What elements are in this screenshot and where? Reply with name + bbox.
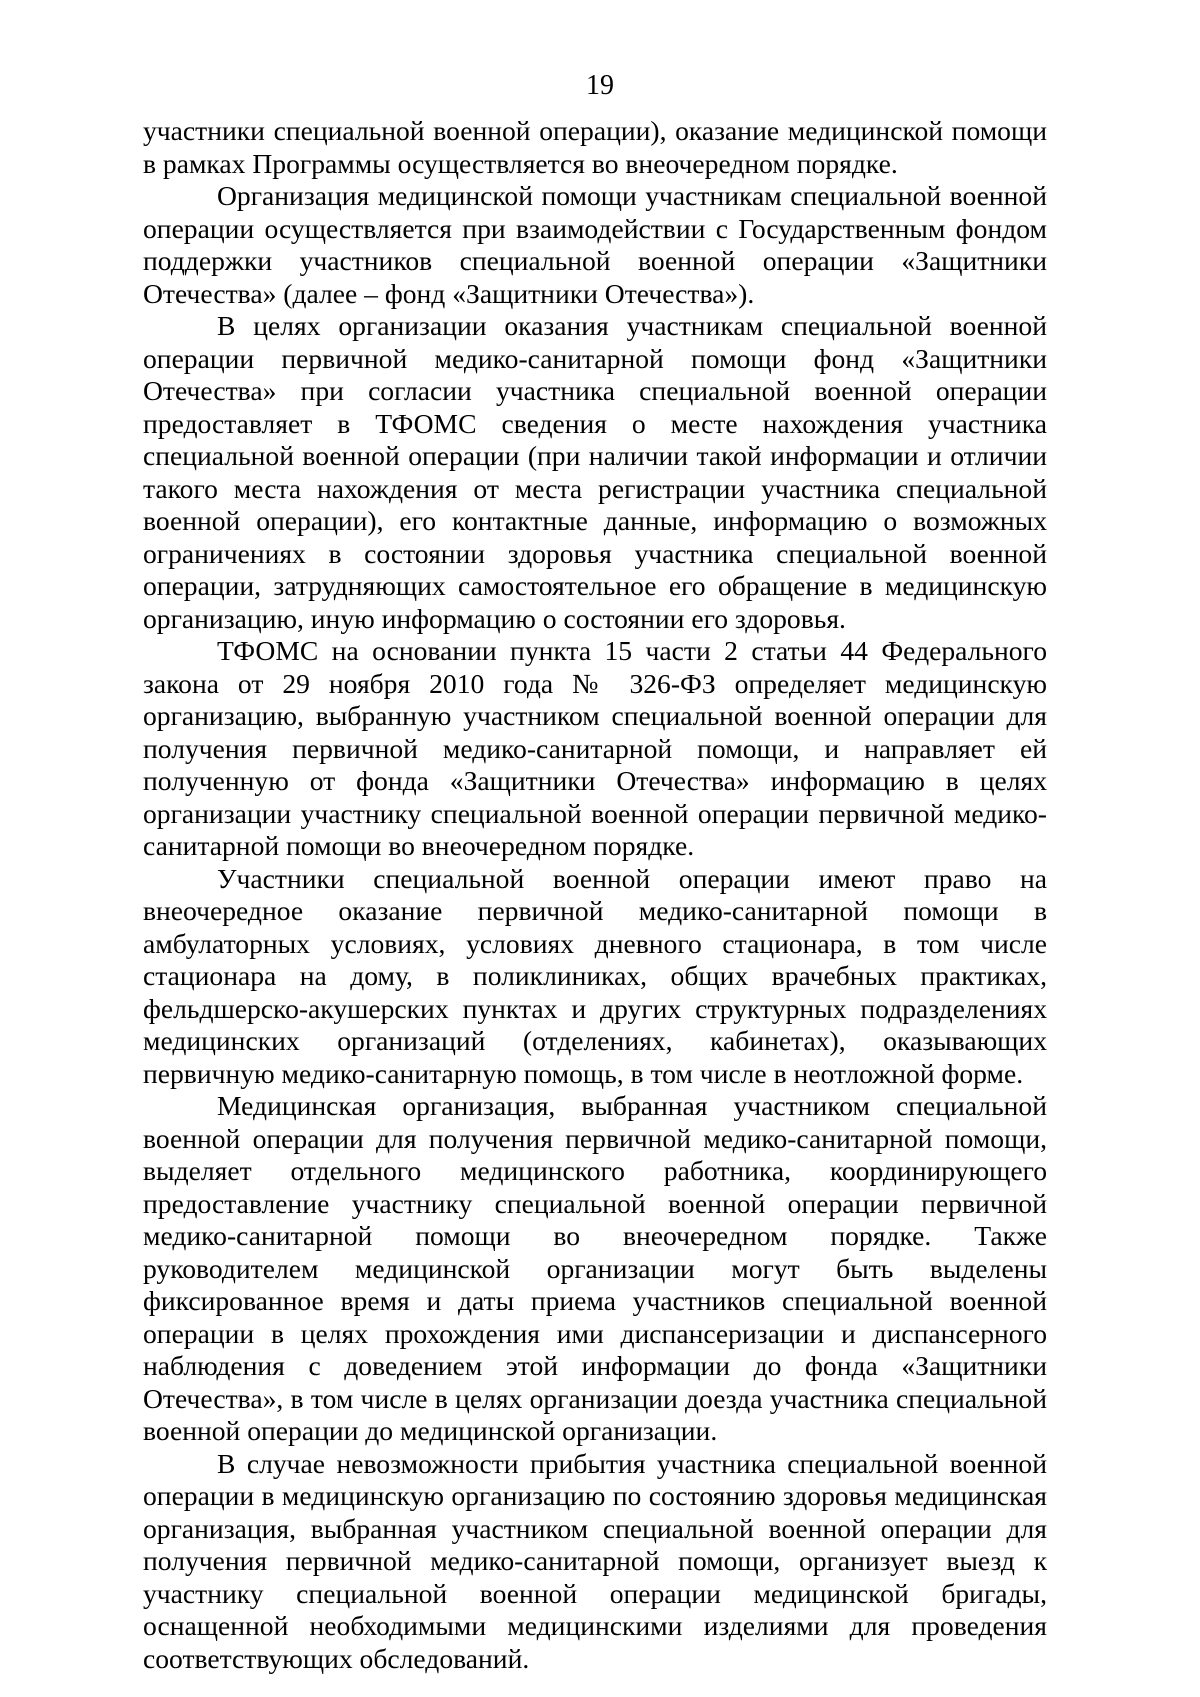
page-number: 19: [586, 70, 614, 101]
paragraph-organization: Организация медицинской помощи участникам специальной военной операции осуществляется при взаимодействии с Государственным фондом поддержки участников специальной военной операции «Защитники Отечества» (далее – фонд «Защитники Отечества»).: [143, 180, 1047, 309]
paragraph-tfoms-info: В целях организации оказания участникам специальной военной операции первичной медико-санитарной помощи фонд «Защитники Отечества» при согласии участника специальной военной операции предоставляет в ТФОМС сведения о месте нахождения участника специальной военной операции (при наличии такой информации и отличии такого места нахождения от места регистрации участника специальной военной операции), его контактные данные, информацию о возможных ограничениях в состоянии здоровья участника специальной военной операции, затрудняющих самостоятельное его обращение в медицинскую организацию, иную информацию о состоянии его здоровья.: [143, 310, 1047, 634]
paragraph-medical-organization: Медицинская организация, выбранная участником специальной военной операции для получения первичной медико-санитарной помощи, выделяет отдельного медицинского работника, координирующего предоставление участнику специальной военной операции первичной медико-санитарной помощи во внеочередном порядке. Также руководителем медицинской организации могут быть выделены фиксированное время и даты приема участников специальной военной операции в целях прохождения ими диспансеризации и диспансерного наблюдения с доведением этой информации до фонда «Защитники Отечества», в том числе в целях организации доезда участника специальной военной операции до медицинской организации.: [143, 1090, 1047, 1446]
paragraph-continuation: участники специальной военной операции), оказание медицинской помощи в рамках Программы осуществляется во внеочередном порядке.: [143, 115, 1047, 179]
paragraph-participants-rights: Участники специальной военной операции имеют право на внеочередное оказание первичной медико-санитарной помощи в амбулаторных условиях, условиях дневного стационара, в том числе стационара на дому, в поликлиниках, общих врачебных практиках, фельдшерско-акушерских пунктах и других структурных подразделениях медицинских организаций (отделениях, кабинетах), оказывающих первичную медико-санитарную помощь, в том числе в неотложной форме.: [143, 862, 1047, 1089]
document-body: [143, 115, 1047, 1675]
paragraph-home-visit: В случае невозможности прибытия участника специальной военной операции в медицинскую организацию по состоянию здоровья медицинская организация, выбранная участником специальной военной операции для получения первичной медико-санитарной помощи, организует выезд к участнику специальной военной операции медицинской бригады, оснащенной необходимыми медицинскими изделиями для проведения соответствующих обследований.: [143, 1447, 1047, 1674]
paragraph-tfoms-law: ТФОМС на основании пункта 15 части 2 статьи 44 Федерального закона от 29 ноября 2010 года № 326-ФЗ определяет медицинскую организацию, выбранную участником специальной военной операции для получения первичной медико-санитарной помощи, и направляет ей полученную от фонда «Защитники Отечества» информацию в целях организации участнику специальной военной операции первичной медико-санитарной помощи во внеочередном порядке.: [143, 635, 1047, 861]
